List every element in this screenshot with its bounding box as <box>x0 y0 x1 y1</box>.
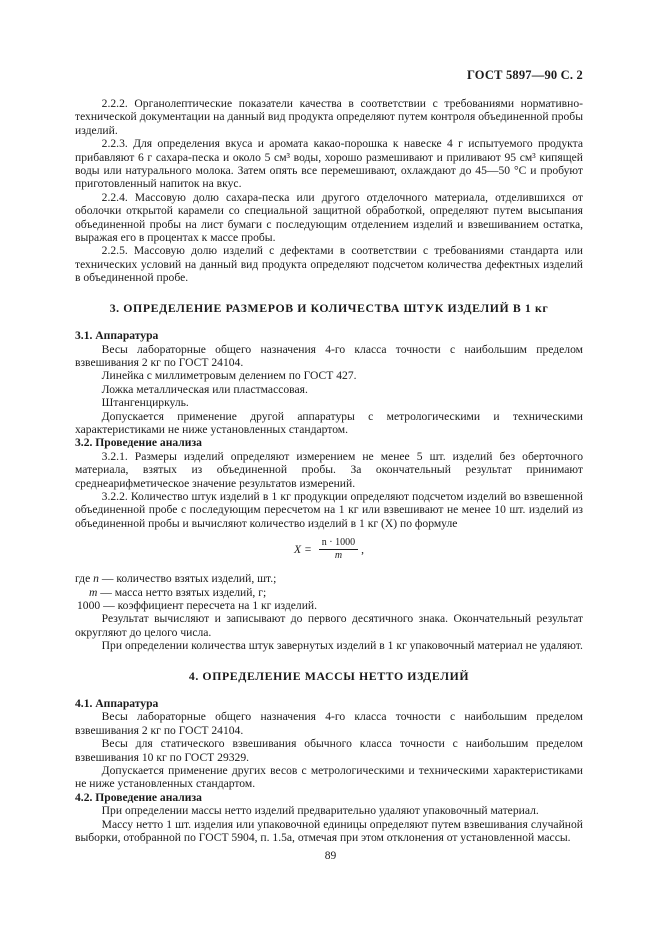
formula-fraction <box>319 537 358 562</box>
subsection-3-1-title: 3.1. Аппаратура <box>75 329 159 343</box>
paragraph-2-2-5: 2.2.5. Массовую долю изделий с дефектами в соответствии с требованиями стандарта или технических условий на данный вид продукта определяют подсчетом количества дефектных изделий в объединенной пробе. <box>75 244 583 285</box>
legend-line-n <box>75 572 583 585</box>
subsection-3-2-title: 3.2. Проведение анализа <box>75 436 202 450</box>
paragraph-2-2-2: 2.2.2. Органолептические показатели качества в соответствии с требованиями нормативно-технической документации на данный вид продукта определяют путем контроля объединенной пробы изделий. <box>75 97 583 137</box>
paragraph-3-1-spoon: Ложка металлическая или пластмассовая. <box>101 382 308 396</box>
paragraph-2-2-4: 2.2.4. Массовую долю сахара-песка или другого отделочного материала, отделившихся от оболочки открытой карамели со специальной защитной обработкой, определяют путем высыпания объединенной пробы на лист бумаги с последующим отделением изделий и взвешиванием остатка, выражая его в процентах к массе пробы. <box>75 190 583 245</box>
page-number: 89 <box>324 850 337 862</box>
document-body <box>75 97 583 845</box>
paragraph-2-2-3: 2.2.3. Для определения вкуса и аромата какао-порошка к навеске 4 г испытуемого продукта прибавляют 6 г сахара-песка и около 5 см³ воды, хорошо размешивают и приливают 95 см³ кипящей воды или натурального молока. Затем опять все перемешивают, охлаждают до 45—50 °С и пробуют приготовленный напиток на вкус. <box>75 137 583 191</box>
paragraph-4-2-remove-packaging: При определении массы нетто изделий предварительно удаляют упаковочный материал. <box>101 804 539 818</box>
paragraph-3-2-1: 3.2.1. Размеры изделий определяют измерением не менее 5 шт. изделий без оберточного материала, взятых из объединенной пробы. За окончательный результат принимают среднеарифметическое значение результатов измерений. <box>75 449 583 490</box>
formula-lhs: X = <box>293 542 312 556</box>
paragraph-4-1-static-scales: Весы для статического взвешивания обычного класса точности с наибольшим пределом взвешивания 10 кг по ГОСТ 29329. <box>75 737 583 764</box>
legend-symbol-n: n <box>93 572 99 586</box>
paragraph-3-2-2: 3.2.2. Количество штук изделий в 1 кг продукции определяют подсчетом изделий во взвешенной объединенной пробе с последующим пересчетом на 1 кг или взвешивают не менее 10 шт. изделий из объединенной пробы и вычисляют количество изделий в 1 кг (X) по формуле <box>75 489 583 530</box>
legend-text-m: — масса нетто взятых изделий, г; <box>100 585 267 599</box>
legend-text-n: — количество взятых изделий, шт.; <box>101 572 277 586</box>
legend-text-1000: — коэффициент пересчета на 1 кг изделий. <box>103 599 318 612</box>
legend-line-m <box>75 586 583 599</box>
paragraph-3-result: Результат вычисляют и записывают до первого десятичного знака. Окончательный результат округляют до целого числа. <box>75 612 583 639</box>
formula-denominator: m <box>334 550 343 562</box>
paragraph-3-1-caliper: Штангенциркуль. <box>101 396 189 410</box>
legend-line-1000 <box>75 599 583 612</box>
paragraph-4-1-scales: Весы лабораторные общего назначения 4-го класса точности с наибольшим пределом взвешивания 2 кг по ГОСТ 24104. <box>75 710 583 737</box>
paragraph-4-1-allowed: Допускается применение других весов с метрологическими и техническими характеристиками не ниже установленных стандартом. <box>75 764 583 791</box>
formula-tail: , <box>361 542 365 556</box>
paragraph-4-2-net-mass: Массу нетто 1 шт. изделия или упаковочной единицы определяют путем взвешивания случайной выборки, отобранной по ГОСТ 5904, п. 1.5а, отмечая при этом отклонения от установленной массы. <box>75 817 583 845</box>
paragraph-3-1-ruler: Линейка с миллиметровым делением по ГОСТ 427. <box>101 369 357 383</box>
paragraph-3-1-scales: Весы лабораторные общего назначения 4-го класса точности с наибольшим пределом взвешивания 2 кг по ГОСТ 24104. <box>75 342 583 369</box>
document-header: ГОСТ 5897—90 С. 2 <box>466 68 583 82</box>
subsection-4-2-title: 4.2. Проведение анализа <box>75 790 202 804</box>
legend-symbol-1000: 1000 <box>77 599 101 612</box>
section-4-title: 4. ОПРЕДЕЛЕНИЕ МАССЫ НЕТТО ИЗДЕЛИЙ <box>188 668 470 683</box>
formula <box>75 537 583 562</box>
legend-symbol-m: m <box>89 585 98 599</box>
paragraph-3-wrapped: При определении количества штук завернутых изделий в 1 кг упаковочный материал не удаляют. <box>101 639 583 653</box>
subsection-4-1-title: 4.1. Аппаратура <box>75 697 159 711</box>
section-3-title: 3. ОПРЕДЕЛЕНИЕ РАЗМЕРОВ И КОЛИЧЕСТВА ШТУК ИЗДЕЛИЙ В 1 кг <box>109 300 549 315</box>
paragraph-3-1-allowed: Допускается применение другой аппаратуры с метрологическими и техническими характеристиками не ниже установленных стандартом. <box>75 409 583 436</box>
legend-intro: где <box>75 572 91 586</box>
formula-numerator: n · 1000 <box>319 537 358 550</box>
